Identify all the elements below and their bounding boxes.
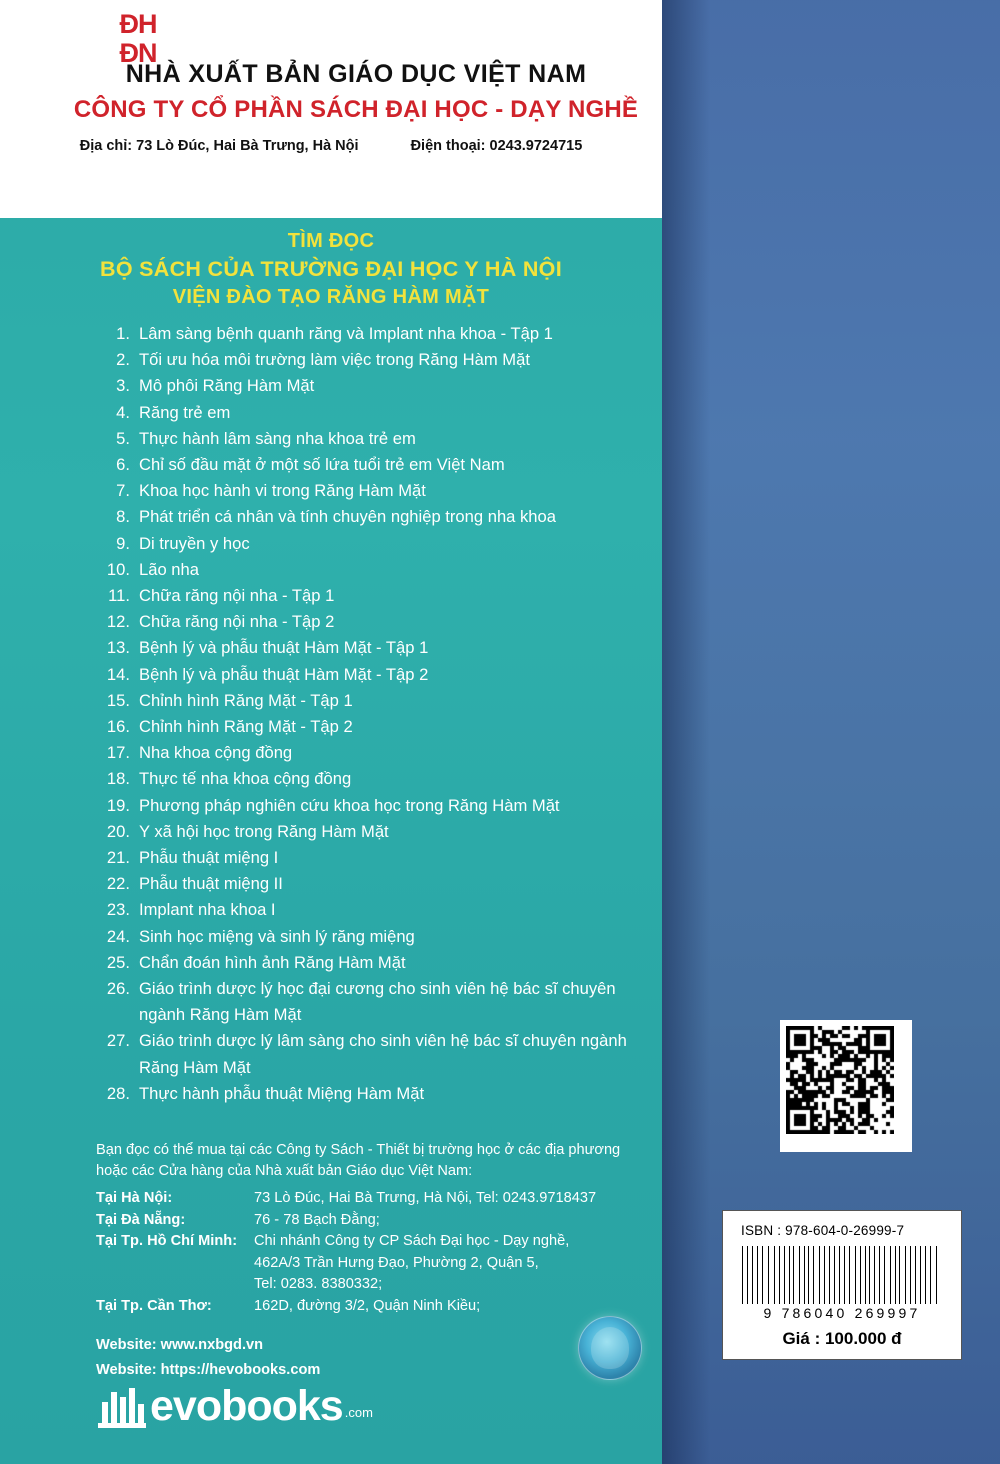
- book-list-item: [0, 347, 662, 373]
- book-list-item-title: Chỉnh hình Răng Mặt - Tập 2: [139, 717, 353, 737]
- office-row: [96, 1188, 662, 1210]
- book-list-item-number: 28.: [106, 1083, 130, 1103]
- book-list-item-number: 20.: [106, 821, 130, 841]
- book-list-item-title: Chữa răng nội nha - Tập 1: [139, 586, 335, 606]
- publisher-contact: [0, 138, 662, 154]
- barcode-image: [742, 1246, 942, 1304]
- book-list-item: [0, 557, 662, 583]
- hologram-seal-icon: [578, 1316, 642, 1380]
- evobooks-wordmark: evobooks: [150, 1382, 343, 1430]
- book-list-item-title: Chỉnh hình Răng Mặt - Tập 1: [139, 690, 353, 710]
- promo-title-2: BỘ SÁCH CỦA TRƯỜNG ĐẠI HỌC Y HÀ NỘI: [100, 257, 562, 281]
- office-row: [96, 1231, 662, 1253]
- office-city: Tại Hà Nội:: [96, 1190, 173, 1206]
- website-list: [0, 1333, 662, 1383]
- book-list-item-number: 10.: [106, 559, 130, 579]
- isbn-barcode-box: [722, 1210, 962, 1360]
- book-list-item-title: Chỉ số đầu mặt ở một số lứa tuổi trẻ em Việt Nam: [139, 455, 505, 475]
- book-list-item-title: Chẩn đoán hình ảnh Răng Hàm Mặt: [139, 952, 406, 972]
- book-list-item-title: Tối ưu hóa môi trường làm việc trong Răng Hàm Mặt: [139, 350, 530, 370]
- office-row: [96, 1296, 662, 1318]
- publisher-header: [0, 0, 662, 218]
- book-list-item-title: Y xã hội học trong Răng Hàm Mặt: [139, 821, 389, 841]
- publisher-company: CÔNG TY CỔ PHẦN SÁCH ĐẠI HỌC - DẠY NGHỀ: [73, 96, 639, 123]
- book-list-item: [0, 1081, 662, 1107]
- book-list-item-title: Thực hành phẫu thuật Miệng Hàm Mặt: [139, 1083, 425, 1103]
- book-list-item: [0, 714, 662, 740]
- book-list-item: [0, 950, 662, 976]
- promo-title-3: VIỆN ĐÀO TẠO RĂNG HÀM MẶT: [172, 286, 490, 308]
- book-list-item-number: 4.: [116, 402, 130, 422]
- book-list-item-title: Phẫu thuật miệng I: [139, 848, 279, 868]
- publisher-address: Địa chỉ: 73 Lò Đúc, Hai Bà Trưng, Hà Nội: [79, 138, 359, 154]
- book-list-item-title: Mô phôi Răng Hàm Mặt: [139, 376, 315, 396]
- book-list-item: [0, 819, 662, 845]
- book-list-item-title: Giáo trình dược lý lâm sàng cho sinh viên hệ bác sĩ chuyên ngành Răng Hàm Mặt: [139, 1031, 627, 1077]
- spine-shadow: [660, 0, 710, 1464]
- book-list-item-title: Khoa học hành vi trong Răng Hàm Mặt: [139, 481, 426, 501]
- book-list-item-title: Implant nha khoa I: [139, 900, 276, 920]
- publisher-logo-top: ĐH: [119, 9, 157, 39]
- book-list-item-number: 26.: [106, 979, 130, 999]
- book-list-item-number: 9.: [116, 533, 130, 553]
- book-list-item: [0, 924, 662, 950]
- book-list-item-title: Phát triển cá nhân và tính chuyên nghiệp trong nha khoa: [139, 507, 556, 527]
- isbn-label: ISBN : 978-604-0-26999-7: [741, 1223, 905, 1238]
- book-list-item: [0, 504, 662, 530]
- book-list-item: [0, 897, 662, 923]
- book-list-item: [0, 766, 662, 792]
- book-list-item: [0, 688, 662, 714]
- office-city: Tại Tp. Hồ Chí Minh:: [96, 1233, 238, 1249]
- book-list-item: [0, 426, 662, 452]
- book-list-item-number: 6.: [116, 455, 130, 475]
- book-list-item-number: 5.: [116, 428, 130, 448]
- publisher-name: NHÀ XUẤT BẢN GIÁO DỤC VIỆT NAM: [125, 60, 587, 88]
- price-label: Giá : 100.000 đ: [782, 1329, 902, 1348]
- book-list-item-number: 2.: [116, 350, 130, 370]
- book-list-item: [0, 452, 662, 478]
- evobooks-logo: [98, 1380, 373, 1428]
- book-list-item-title: Bệnh lý và phẫu thuật Hàm Mặt - Tập 1: [139, 638, 429, 658]
- book-list-item-number: 21.: [106, 848, 130, 868]
- website-2[interactable]: Website: https://hevobooks.com: [96, 1362, 321, 1378]
- evobooks-mark-icon: [98, 1380, 146, 1428]
- book-list-item: [0, 793, 662, 819]
- book-list-item-number: 16.: [106, 717, 130, 737]
- book-list-item-number: 23.: [106, 900, 130, 920]
- book-list-item: [0, 976, 662, 1028]
- book-list-item-number: 12.: [106, 612, 130, 632]
- office-detail: 76 - 78 Bạch Đằng;: [254, 1211, 380, 1228]
- book-list-item-title: Thực hành lâm sàng nha khoa trẻ em: [139, 428, 416, 448]
- book-list-item-title: Nha khoa cộng đồng: [139, 743, 293, 763]
- book-list-item-number: 15.: [106, 690, 130, 710]
- book-list-item-title: Sinh học miệng và sinh lý răng miệng: [139, 926, 415, 946]
- book-list-item-title: Lâm sàng bệnh quanh răng và Implant nha khoa - Tập 1: [139, 324, 553, 343]
- book-list-item-number: 24.: [106, 926, 130, 946]
- office-list: [0, 1188, 662, 1317]
- office-detail: Chi nhánh Công ty CP Sách Đại học - Dạy nghề,: [254, 1233, 570, 1249]
- promo-title-1: TÌM ĐỌC: [287, 230, 375, 252]
- publisher-logo-bottom: ĐN: [119, 38, 157, 68]
- book-list-item-number: 19.: [106, 795, 130, 815]
- book-list-item: [0, 531, 662, 557]
- book-list-item-number: 14.: [106, 664, 130, 684]
- office-detail: 73 Lò Đúc, Hai Bà Trưng, Hà Nội, Tel: 0243.9718437: [254, 1190, 597, 1206]
- office-city: Tại Tp. Cần Thơ:: [96, 1297, 212, 1314]
- book-list-item-title: Lão nha: [139, 559, 199, 579]
- qr-code[interactable]: [780, 1020, 912, 1152]
- barcode-number: 9 786040 269997: [763, 1305, 921, 1321]
- book-list-item: [0, 373, 662, 399]
- book-list-item: [0, 609, 662, 635]
- office-city: Tại Đà Nẵng:: [96, 1211, 186, 1228]
- book-list-item: [0, 478, 662, 504]
- book-list-item: [0, 635, 662, 661]
- book-list-item-number: 22.: [106, 874, 130, 894]
- book-list: [0, 321, 662, 1107]
- purchase-intro-line-2: hoặc các Cửa hàng của Nhà xuất bản Giáo dục Việt Nam:: [96, 1162, 473, 1179]
- book-list-item-number: 17.: [106, 743, 130, 763]
- book-list-item: [0, 845, 662, 871]
- book-list-item-title: Phẫu thuật miệng II: [139, 874, 283, 894]
- footer-info: [0, 1140, 662, 1383]
- book-list-item-title: Phương pháp nghiên cứu khoa học trong Răng Hàm Mặt: [139, 795, 560, 815]
- office-detail-extra: 462A/3 Trần Hưng Đạo, Phường 2, Quận 5,: [254, 1254, 539, 1271]
- purchase-intro-line-1: Bạn đọc có thể mua tại các Công ty Sách - Thiết bị trường học ở các địa phương: [96, 1142, 621, 1158]
- book-list-item-number: 11.: [108, 586, 130, 606]
- book-list-item-number: 18.: [106, 769, 130, 789]
- website-1[interactable]: Website: www.nxbgd.vn: [96, 1337, 264, 1353]
- book-list-item-title: Răng trẻ em: [139, 402, 231, 422]
- book-list-item: [0, 740, 662, 766]
- promo-section: [0, 230, 662, 1107]
- book-list-item-number: 13.: [106, 638, 130, 658]
- publisher-phone: Điện thoại: 0243.9724715: [410, 138, 583, 154]
- purchase-intro: [0, 1140, 662, 1181]
- book-list-item-number: 3.: [116, 376, 130, 396]
- evobooks-dotcom: .com: [344, 1405, 373, 1420]
- book-list-item: [0, 662, 662, 688]
- book-list-item-title: Di truyền y học: [139, 533, 250, 553]
- publisher-header-text: [0, 60, 662, 154]
- book-list-item: [0, 400, 662, 426]
- book-list-item-number: 1.: [116, 324, 130, 343]
- book-list-item-title: Giáo trình dược lý học đại cương cho sinh viên hệ bác sĩ chuyên ngành Răng Hàm Mặt: [139, 979, 616, 1025]
- book-list-item: [0, 321, 662, 347]
- book-list-item-number: 7.: [116, 481, 130, 501]
- office-row: [96, 1210, 662, 1232]
- book-list-item: [0, 871, 662, 897]
- book-list-item-number: 27.: [106, 1031, 130, 1051]
- book-list-item-number: 8.: [116, 507, 130, 527]
- book-list-item: [0, 1028, 662, 1080]
- office-detail: 162D, đường 3/2, Quận Ninh Kiều;: [254, 1297, 481, 1314]
- book-list-item-title: Thực tế nha khoa cộng đồng: [139, 769, 352, 789]
- office-detail-extra: Tel: 0283. 8380332;: [254, 1276, 383, 1292]
- book-list-item: [0, 583, 662, 609]
- book-list-item-title: Chữa răng nội nha - Tập 2: [139, 612, 335, 632]
- book-list-item-title: Bệnh lý và phẫu thuật Hàm Mặt - Tập 2: [139, 664, 429, 684]
- book-list-item-number: 25.: [106, 952, 130, 972]
